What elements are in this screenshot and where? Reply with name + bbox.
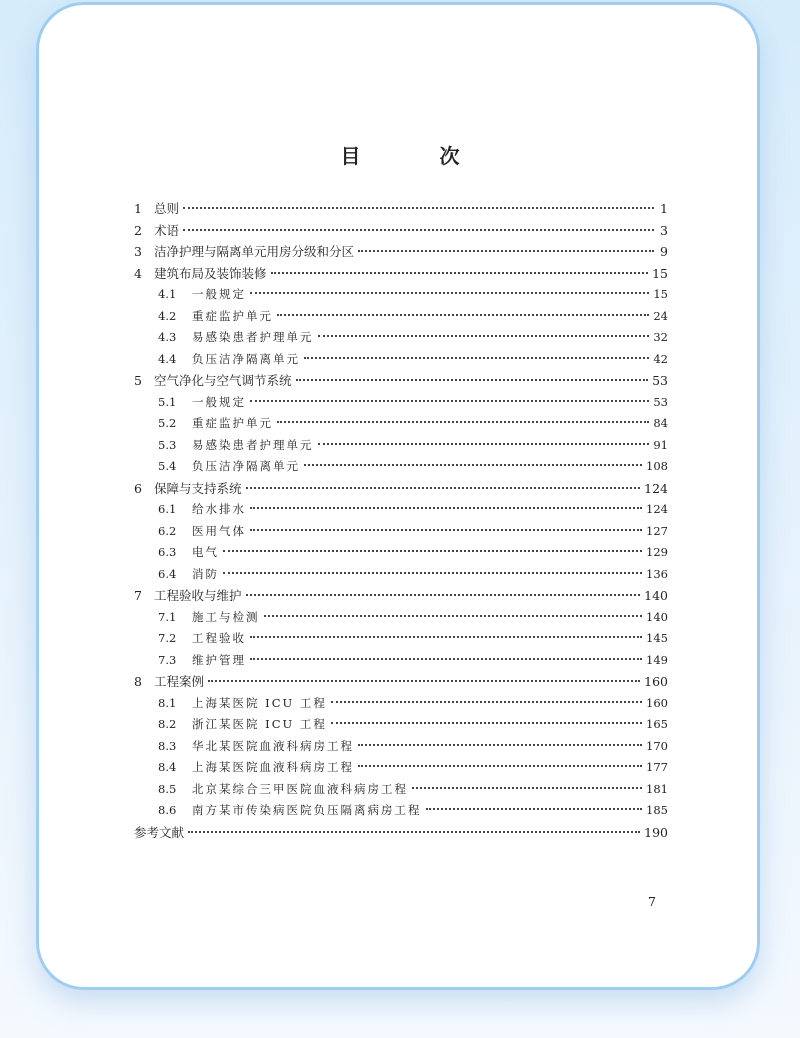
toc-entry-number: 4.1 <box>158 287 177 301</box>
toc-leader-dots <box>318 443 650 445</box>
toc-entry-label: 一般规定 <box>192 287 246 301</box>
toc-entry-number: 7 <box>134 588 142 603</box>
toc-leader-dots <box>250 529 642 531</box>
toc-entry-number: 8 <box>134 674 142 689</box>
toc-entry[interactable] <box>134 263 668 285</box>
toc-entry[interactable] <box>134 499 668 521</box>
toc-entry-page: 15 <box>653 287 668 301</box>
toc-entry[interactable] <box>134 779 668 801</box>
toc-entry-page: 3 <box>660 222 668 238</box>
toc-leader-dots <box>264 615 643 617</box>
toc-entry-page: 53 <box>652 373 668 388</box>
toc-entry-page: 1 <box>660 201 668 216</box>
toc-leader-dots <box>250 400 649 402</box>
toc-entry-number: 6.2 <box>158 523 177 538</box>
toc-entry-label: 易感染患者护理单元 <box>192 437 314 452</box>
toc-entry[interactable] <box>134 220 668 242</box>
toc-entry-label: 术语 <box>154 222 180 238</box>
toc-entry-page: 160 <box>644 674 668 689</box>
toc-entry-label: 负压洁净隔离单元 <box>192 459 300 473</box>
toc-entry-number: 6.4 <box>158 566 177 581</box>
toc-entry[interactable] <box>134 714 668 736</box>
toc-leader-dots <box>358 250 654 252</box>
toc-entry-page: 84 <box>653 416 668 430</box>
toc-entry-page: 53 <box>653 394 668 409</box>
toc-entry[interactable] <box>134 478 668 500</box>
toc-entry-number: 8.5 <box>158 781 177 796</box>
toc-leader-dots <box>331 722 642 724</box>
toc-leader-dots <box>304 464 642 466</box>
toc-entry[interactable] <box>134 349 668 371</box>
toc-leader-dots <box>246 487 641 489</box>
toc-entry-label: 南方某市传染病医院负压隔离病房工程 <box>192 803 422 817</box>
toc-leader-dots <box>304 357 649 359</box>
toc-leader-dots <box>358 744 642 746</box>
toc-entry-page: 190 <box>644 824 668 840</box>
toc-entry-page: 170 <box>646 738 668 753</box>
toc-entry-page: 145 <box>646 631 668 645</box>
toc-entry-page: 9 <box>660 244 668 259</box>
toc-entry-number: 7.3 <box>158 652 177 667</box>
toc-entry[interactable] <box>134 413 668 435</box>
toc-leader-dots <box>246 594 641 596</box>
toc-leader-dots <box>223 550 642 552</box>
toc-entry-label: 电气 <box>192 545 219 559</box>
toc-leader-dots <box>412 787 642 789</box>
toc-leader-dots <box>188 831 640 833</box>
toc-entry-label: 重症监护单元 <box>192 416 273 430</box>
toc-entry-label: 负压洁净隔离单元 <box>192 351 300 366</box>
table-of-contents <box>134 198 668 843</box>
toc-entry[interactable] <box>134 822 668 844</box>
toc-leader-dots <box>318 335 650 337</box>
toc-entry-number: 6 <box>134 480 142 496</box>
page-title: 目 次 <box>340 144 496 168</box>
toc-entry[interactable] <box>134 521 668 543</box>
toc-entry-label: 工程案例 <box>154 674 205 689</box>
toc-entry-number: 4.3 <box>158 330 177 344</box>
toc-entry-page: 124 <box>644 480 668 496</box>
toc-leader-dots <box>296 379 649 381</box>
toc-entry-number: 7.1 <box>158 609 177 624</box>
toc-entry[interactable] <box>134 456 668 478</box>
toc-entry-label: 洁净护理与隔离单元用房分级和分区 <box>154 244 355 259</box>
toc-entry-page: 15 <box>652 265 668 281</box>
toc-entry-label: 重症监护单元 <box>192 308 273 323</box>
toc-entry[interactable] <box>134 671 668 693</box>
toc-entry-page: 124 <box>646 502 668 516</box>
toc-entry-label: 上海某医院 ICU 工程 <box>192 695 327 710</box>
toc-entry[interactable] <box>134 306 668 328</box>
toc-entry-label: 总则 <box>154 201 180 216</box>
toc-entry-number: 8.6 <box>158 803 177 817</box>
toc-entry-page: 42 <box>653 351 668 366</box>
toc-entry[interactable] <box>134 564 668 586</box>
toc-entry-number: 3 <box>134 244 142 259</box>
toc-entry-number: 4 <box>134 265 142 281</box>
toc-entry[interactable] <box>134 736 668 758</box>
toc-entry-number: 5.2 <box>158 416 177 430</box>
toc-entry-label: 空气净化与空气调节系统 <box>154 373 292 388</box>
toc-entry-number: 7.2 <box>158 631 177 645</box>
toc-entry[interactable] <box>134 628 668 650</box>
toc-entry-page: 108 <box>646 459 668 473</box>
toc-entry-number: 5.3 <box>158 437 177 452</box>
toc-entry-label: 工程验收 <box>192 631 246 645</box>
toc-leader-dots <box>250 292 649 294</box>
toc-leader-dots <box>223 572 642 574</box>
toc-leader-dots <box>250 636 642 638</box>
toc-entry-label: 浙江某医院 ICU 工程 <box>192 717 327 731</box>
toc-leader-dots <box>277 421 649 423</box>
toc-leader-dots <box>331 701 642 703</box>
toc-entry-page: 129 <box>646 545 668 559</box>
toc-leader-dots <box>208 680 640 682</box>
toc-entry-label: 建筑布局及装饰装修 <box>154 265 267 281</box>
toc-entry-page: 177 <box>646 760 668 774</box>
toc-entry[interactable] <box>134 435 668 457</box>
toc-entry-page: 185 <box>646 803 668 817</box>
toc-leader-dots <box>426 808 643 810</box>
toc-entry-number: 8.4 <box>158 760 177 774</box>
toc-entry-page: 32 <box>653 330 668 344</box>
toc-entry[interactable] <box>134 800 668 822</box>
toc-entry-label: 维护管理 <box>192 652 246 667</box>
toc-entry-label: 医用气体 <box>192 523 246 538</box>
toc-entry[interactable] <box>134 542 668 564</box>
toc-entry-number: 5.1 <box>158 394 177 409</box>
toc-leader-dots <box>183 229 654 231</box>
toc-entry[interactable] <box>134 198 668 220</box>
toc-leader-dots <box>358 765 642 767</box>
toc-entry-number: 5.4 <box>158 459 177 473</box>
toc-entry[interactable] <box>134 650 668 672</box>
toc-entry[interactable] <box>134 241 668 263</box>
toc-entry[interactable] <box>134 327 668 349</box>
toc-entry-page: 149 <box>646 652 668 667</box>
toc-entry[interactable] <box>134 585 668 607</box>
toc-entry-label: 保障与支持系统 <box>154 480 242 496</box>
toc-entry-number: 6.1 <box>158 502 177 516</box>
toc-entry-number: 8.2 <box>158 717 177 731</box>
toc-entry-label: 华北某医院血液科病房工程 <box>192 738 354 753</box>
toc-entry[interactable] <box>134 392 668 414</box>
toc-entry-page: 181 <box>646 781 668 796</box>
toc-entry-number: 1 <box>134 201 142 216</box>
toc-entry[interactable] <box>134 693 668 715</box>
toc-entry[interactable] <box>134 607 668 629</box>
toc-entry-page: 140 <box>646 609 668 624</box>
toc-entry-number: 2 <box>134 222 142 238</box>
toc-entry-number: 6.3 <box>158 545 177 559</box>
toc-leader-dots <box>250 658 642 660</box>
toc-leader-dots <box>183 207 654 209</box>
toc-entry-page: 160 <box>646 695 668 710</box>
toc-entry-number: 8.1 <box>158 695 177 710</box>
toc-entry-number: 4.2 <box>158 308 177 323</box>
toc-entry[interactable] <box>134 370 668 392</box>
toc-entry-label: 工程验收与维护 <box>154 588 242 603</box>
toc-entry-number: 4.4 <box>158 351 177 366</box>
toc-entry-page: 127 <box>646 523 668 538</box>
toc-entry-label: 上海某医院血液科病房工程 <box>192 760 354 774</box>
toc-entry-label: 北京某综合三甲医院血液科病房工程 <box>192 781 408 796</box>
toc-entry-label: 参考文献 <box>134 824 185 840</box>
toc-entry[interactable] <box>134 757 668 779</box>
toc-entry-number: 8.3 <box>158 738 177 753</box>
toc-leader-dots <box>271 272 649 274</box>
toc-entry-label: 一般规定 <box>192 394 246 409</box>
toc-entry-page: 91 <box>653 437 668 452</box>
toc-entry-page: 136 <box>646 566 668 581</box>
toc-entry-label: 易感染患者护理单元 <box>192 330 314 344</box>
toc-entry-label: 给水排水 <box>192 502 246 516</box>
toc-leader-dots <box>277 314 649 316</box>
toc-leader-dots <box>250 507 642 509</box>
toc-entry[interactable] <box>134 284 668 306</box>
toc-entry-page: 24 <box>653 308 668 323</box>
toc-entry-label: 施工与检测 <box>192 609 260 624</box>
page-number: 7 <box>648 894 656 909</box>
toc-entry-page: 165 <box>646 717 668 731</box>
toc-entry-label: 消防 <box>192 566 219 581</box>
toc-entry-number: 5 <box>134 373 142 388</box>
toc-entry-page: 140 <box>644 588 668 603</box>
